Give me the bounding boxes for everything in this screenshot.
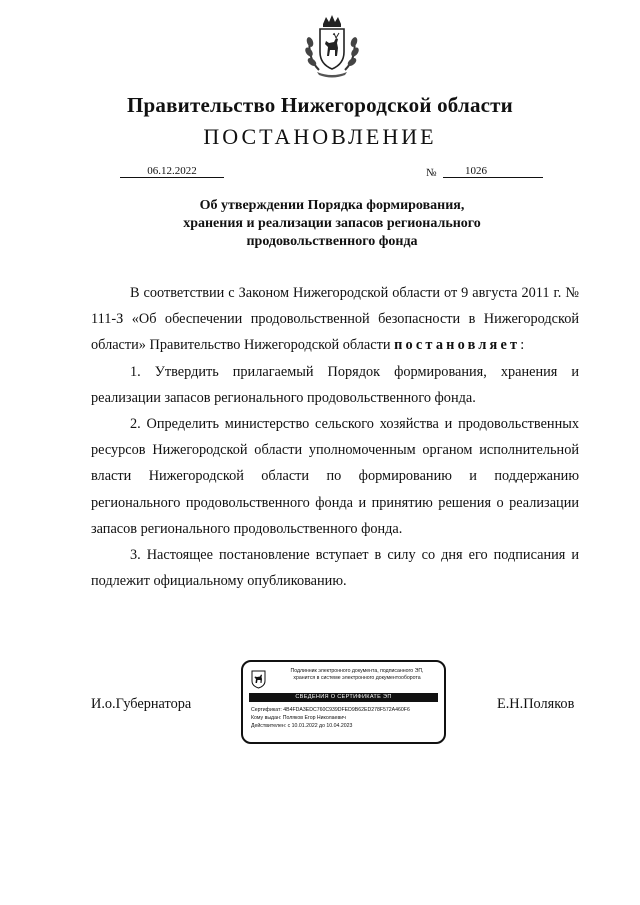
- coat-of-arms-icon: [301, 14, 363, 80]
- decree-colon: :: [520, 337, 525, 354]
- stamp-note-line: Подлинник электронного документа, подписанного ЭП,: [290, 668, 424, 674]
- document-number: 1026: [443, 165, 543, 178]
- stamp-issued-to: Кому выдан: Поляков Егор Николаевич: [251, 715, 346, 721]
- document-type: ПОСТАНОВЛЕНИЕ: [203, 124, 437, 149]
- electronic-signature-stamp: [241, 660, 446, 744]
- item-1-paragraph: 1. Утвердить прилагаемый Порядок формирования, хранения и реализации запасов регионального продовольственного фонда.: [91, 363, 579, 406]
- stamp-validity: Действителен: с 10.01.2022 до 10.04.2023: [251, 723, 353, 729]
- coat-of-arms-icon: [251, 669, 266, 689]
- stamp-note: [271, 668, 443, 682]
- government-name: Правительство Нижегородской области: [127, 93, 513, 117]
- preamble-text: В соответствии с Законом Нижегородской области от 9 августа 2011 г. № 111-З «Об обеспечении продовольственной безопасности в Нижегородской области» Правительство Нижегородской области: [91, 285, 579, 354]
- preamble-paragraph: [91, 280, 579, 359]
- signatory-name: Е.Н.Поляков: [497, 696, 575, 712]
- stamp-details: [251, 706, 441, 730]
- decree-word: постановляет: [394, 337, 521, 354]
- stamp-note-line: хранится в системе электронного документооборота: [293, 675, 421, 681]
- subject-line: хранения и реализации запасов регионального: [183, 216, 481, 231]
- subject-line: продовольственного фонда: [246, 234, 418, 249]
- signatory-position: И.о.Губернатора: [91, 696, 192, 712]
- subject-line: Об утверждении Порядка формирования,: [199, 198, 465, 213]
- item-2-paragraph: 2. Определить министерство сельского хозяйства и продовольственных ресурсов Нижегородской области уполномоченным органом исполнительной власти Нижегородской области по формированию и поддержанию регионального продовольственного фонда и принятию решения о реализации запасов регионального продовольственного фонда.: [91, 416, 579, 537]
- document-body: [91, 280, 579, 594]
- document-date: 06.12.2022: [120, 165, 224, 178]
- number-label: №: [426, 167, 437, 179]
- stamp-title: СВЕДЕНИЯ О СЕРТИФИКАТЕ ЭП: [249, 693, 438, 702]
- item-3-paragraph: 3. Настоящее постановление вступает в силу со дня его подписания и подлежит официальному опубликованию.: [91, 547, 579, 590]
- stamp-certificate: Сертификат: 4B4FDA3EDC760C939DFED9B62ED278F572A460F6: [251, 707, 410, 713]
- document-subject: [120, 197, 544, 251]
